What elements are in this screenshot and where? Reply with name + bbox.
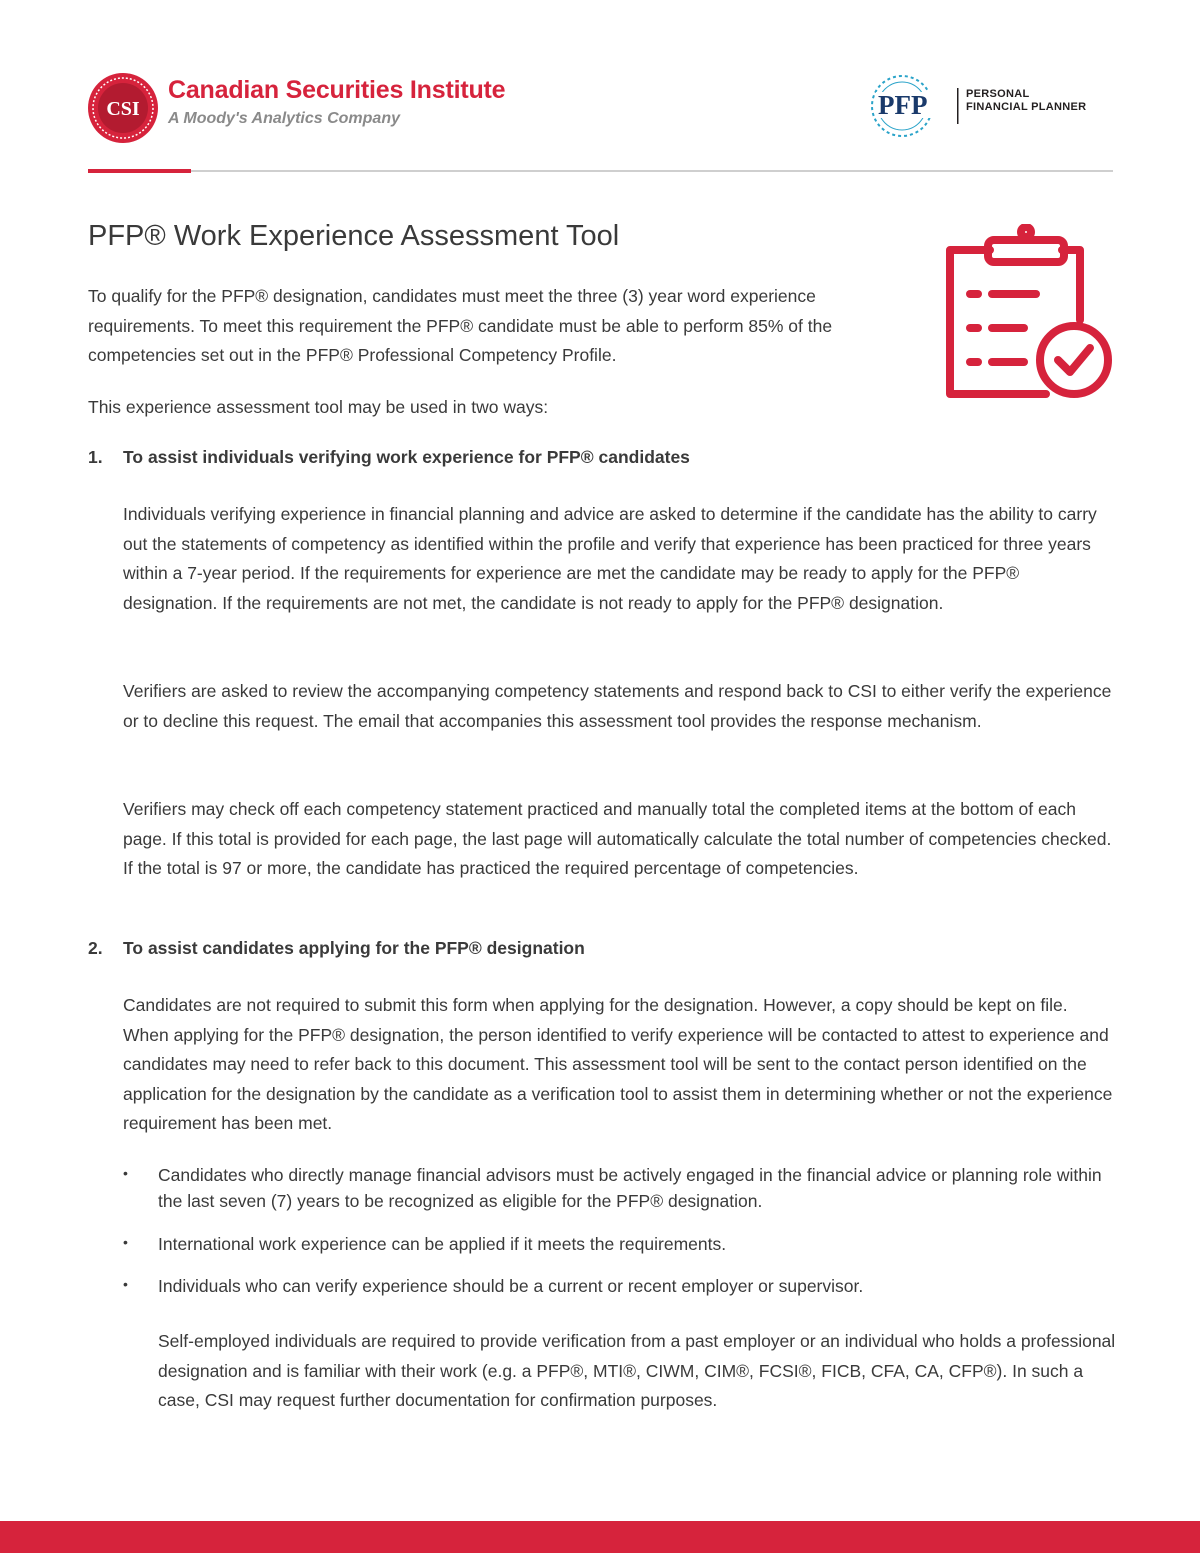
page-title: PFP® Work Experience Assessment Tool	[88, 220, 620, 252]
header-divider	[88, 170, 1113, 172]
section2-heading: To assist candidates applying for the PFP® designation	[123, 938, 585, 958]
pfp-tagline	[966, 88, 1086, 114]
csi-seal-logo	[87, 72, 159, 144]
bullet-marker: •	[123, 1165, 128, 1181]
section2-number: 2.	[88, 938, 103, 958]
section1-heading: To assist individuals verifying work experience for PFP® candidates	[123, 447, 690, 467]
section1-paragraph3: Verifiers may check off each competency statement practiced and manually total the completed items at the bottom of each page. If this total is provided for each page, the last page will automatically calculate the total number of competencies checked. If the total is 97 or more, the candidate has practiced the required percentage of competencies.	[123, 799, 1112, 878]
section2-paragraph1: Candidates are not required to submit this form when applying for the designation. However, a copy should be kept on file. When applying for the PFP® designation, the person identified to verify experience will be contacted to attest to experience and candidates may need to refer back to this document. This assessment tool will be sent to the contact person identified on the application for the designation by the candidate as a verification tool to assist them in determining whether or not the experience requirement has been met.	[123, 995, 1113, 1133]
bullet-item: International work experience can be applied if it meets the requirements.	[158, 1234, 727, 1254]
csi-name: Canadian Securities Institute	[168, 76, 506, 104]
section1-paragraph2: Verifiers are asked to review the accompanying competency statements and respond back to CSI to either verify the experience or to decline this request. The email that accompanies this assessment tool provides the response mechanism.	[123, 681, 1112, 731]
bullet-item: Individuals who can verify experience should be a current or recent employer or supervisor.	[158, 1276, 864, 1296]
csi-seal-text: CSI	[106, 98, 140, 120]
footer-bar	[0, 1521, 1200, 1553]
header-divider-accent	[88, 169, 191, 173]
bullet-item: Candidates who directly manage financial advisors must be actively engaged in the financial advice or planning role within the last seven (7) years to be recognized as eligible for the PFP® designation.	[158, 1165, 1102, 1211]
section1-paragraph1: Individuals verifying experience in financial planning and advice are asked to determine if the candidate has the ability to carry out the statements of competency as identified within the profile and verify that experience has been practiced for three years within a 7-year period. If the requirements for experience are met the candidate may be ready to apply for the PFP® designation. If the requirements are not met, the candidate is not ready to apply for the PFP® designation.	[123, 504, 1097, 613]
pfp-logo-text: PFP	[878, 90, 928, 120]
csi-subtitle: A Moody's Analytics Company	[168, 110, 400, 127]
self-employed-paragraph: Self-employed individuals are required to provide verification from a past employer or an individual who holds a professional designation and is familiar with their work (e.g. a PFP®, MTI®, CIWM, CIM®, FCSI®, FICB, CFA, CA, CFP®). In such a case, CSI may request further documentation for confirmation purposes.	[158, 1331, 1116, 1410]
clipboard-check-icon	[940, 224, 1116, 400]
pfp-tagline-line1: PERSONAL	[966, 88, 1030, 100]
bullet-marker: •	[123, 1276, 128, 1292]
ways-intro: This experience assessment tool may be used in two ways:	[88, 397, 549, 417]
pfp-tagline-line2: FINANCIAL PLANNER	[966, 101, 1087, 113]
section1-number: 1.	[88, 447, 103, 467]
pfp-logo	[866, 70, 960, 140]
intro-paragraph: To qualify for the PFP® designation, candidates must meet the three (3) year word experience requirements. To meet this requirement the PFP® candidate must be able to perform 85% of the competencies set out in the PFP® Professional Competency Profile.	[88, 286, 833, 365]
bullet-marker: •	[123, 1234, 128, 1250]
